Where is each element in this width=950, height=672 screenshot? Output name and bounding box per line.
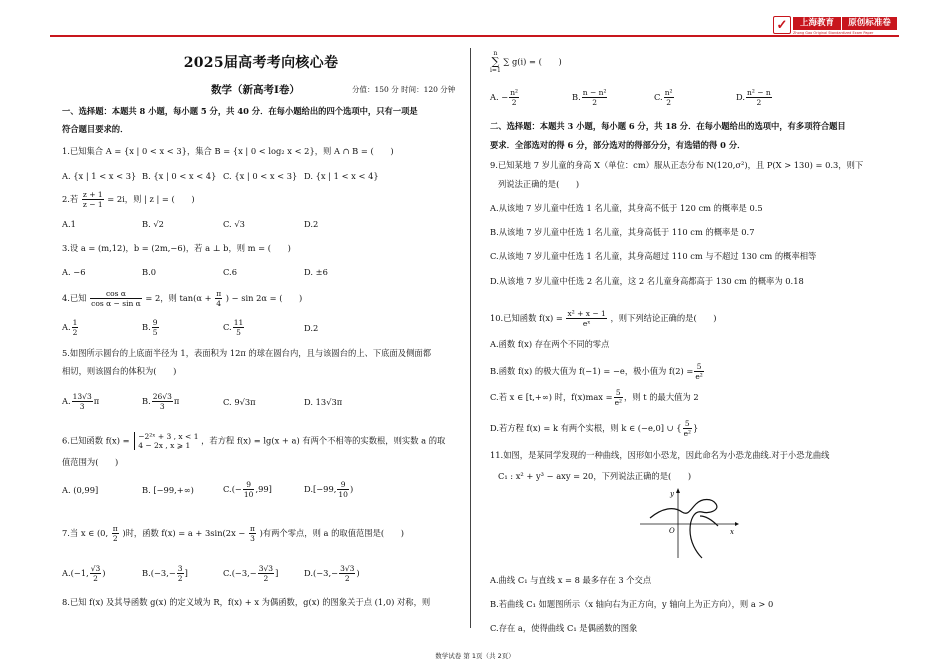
q11-option-a: A.曲线 C₁ 与直线 x = 8 最多存在 3 个交点 [490, 575, 652, 585]
q7-b-label: B.(−3,− [142, 568, 176, 578]
q2-option-a: A.1 [62, 219, 76, 229]
q8-stem: 8.已知 f(x) 及其导函数 g(x) 的定义域为 R，f(x) + x 为偶函数，g(x) 的图象关于点 (1,0) 对称，则 [62, 597, 431, 607]
q7-a-frac [90, 564, 102, 583]
q6-stem-cont: 值范围为( ) [62, 457, 119, 467]
q8-c-frac [664, 88, 674, 107]
column-divider [470, 48, 471, 628]
q10-b-frac [694, 362, 703, 381]
q10-d-frac [683, 419, 692, 438]
q5-stem: 5.如图所示圆台的上底面半径为 1，表面积为 12π 的球在圆台内，且与该圆台的上、下底面及侧面都 [62, 348, 431, 358]
q5-option-d: D. 13√3π [304, 397, 343, 407]
q2-option-d: D.2 [304, 219, 319, 229]
q7-pre: 7.当 x ∈ (0, [62, 528, 109, 538]
q8-c-label: C. [654, 92, 663, 102]
q3-option-c: C.6 [223, 267, 237, 277]
q8-b-label: B. [572, 92, 581, 102]
q6-pre: 6.已知函数 f(x) = [62, 435, 130, 446]
q6-cn: 9 [243, 480, 255, 490]
q4-mid: = 2，则 tan(α + [145, 293, 215, 303]
q10-post: ，则下列结论正确的是( ) [610, 313, 717, 323]
fig-origin-label: O [669, 527, 675, 535]
sum-limits [490, 50, 501, 74]
q5-a-pi: π [93, 396, 100, 406]
q7-option-a [62, 564, 106, 583]
q6-stem [62, 432, 445, 450]
q6-option-a: A. (0,99] [62, 485, 99, 495]
curve-path [650, 500, 717, 559]
q10-option-b [490, 362, 705, 381]
q6-option-c [223, 480, 272, 499]
q7-cd: 2 [263, 574, 269, 583]
q10-c-post: ，则 t 的最大值为 2 [624, 392, 699, 402]
exam-title: 2025届高考考向核心卷 [183, 55, 339, 71]
q10-option-c [490, 388, 699, 407]
q6-case2: 4 − 2x , x ⩾ 1 [138, 441, 191, 450]
q4-option-d: D.2 [304, 323, 319, 333]
q8-d-frac [746, 88, 772, 107]
q8-sum [490, 50, 562, 74]
q8-dd: 2 [756, 98, 762, 107]
q4-a-frac [72, 318, 79, 337]
q4-post: ) − sin 2α = ( ) [225, 293, 303, 303]
q2-option-b: B. √2 [142, 219, 164, 229]
q8-dn: n² − n [747, 88, 771, 97]
q9-stem: 9.已知某地 7 岁儿童的身高 X（单位：cm）服从正态分布 N(120,σ²)，且 P(X > 130) = 0.3，则下 [490, 160, 864, 170]
q4-option-a [62, 318, 79, 337]
x-axis-arrow-icon [735, 522, 739, 526]
q7-option-d [304, 564, 360, 583]
q7-a-label: A.(−1, [62, 568, 89, 578]
q7-d-post: ) [356, 568, 360, 578]
section1-heading: 一、选择题：本题共 8 小题，每小题 5 分，共 40 分．在每小题给出的四个选项中，只有一项是 [62, 106, 418, 116]
q8-d-label: D. [736, 92, 745, 102]
q8-ad: 2 [511, 98, 517, 107]
q4-option-b [142, 318, 160, 337]
q4-bd: 5 [152, 328, 158, 337]
page-footer: 数学试卷 第 1页（共 2页） [435, 652, 515, 660]
q10-cd: e² [614, 398, 623, 407]
q4-pden: 4 [216, 299, 222, 308]
q7-frac1 [112, 524, 119, 543]
q7-stem [62, 524, 404, 543]
section1-heading-cont: 符合题目要求的． [62, 124, 129, 134]
q8-option-d [736, 88, 773, 107]
q5-a-frac [72, 392, 93, 411]
q8-b-frac [582, 88, 608, 107]
q7-bd: 2 [177, 574, 183, 583]
q7-dd: 2 [344, 574, 350, 583]
q10-stem [490, 309, 717, 328]
q2-post: = 2i，则 | z | = ( ) [107, 194, 195, 204]
q8-an: n² [510, 88, 519, 97]
q7-c-label: C.(−3,− [223, 568, 257, 578]
q7-qd: 3 [250, 534, 255, 543]
q4-pnum: π [216, 289, 222, 298]
q10-c-frac [614, 388, 623, 407]
q1-option-c: C. {x | 0 < x < 3} [223, 171, 298, 181]
q4-num: cos α [90, 289, 142, 299]
q7-pd: 2 [112, 534, 118, 543]
check-icon: ✓ [773, 16, 791, 34]
q4-a-label: A. [62, 322, 71, 332]
q6-c-frac [243, 480, 255, 499]
fig-x-label: x [730, 528, 734, 536]
q5-bd: 3 [159, 402, 165, 411]
q10-dn: 5 [683, 419, 692, 429]
curve-branch [700, 516, 718, 526]
q7-frac2 [249, 524, 256, 543]
q7-option-b [142, 564, 188, 583]
q10-pre: 10.已知函数 f(x) = [490, 313, 563, 323]
exam-meta: 分值：150 分 时间：120 分钟 [352, 85, 456, 94]
q4-option-c [223, 318, 245, 337]
q7-cn: 3√3 [258, 564, 274, 573]
q6-option-b: B. [−99,+∞) [142, 485, 194, 495]
q8-cd: 2 [666, 98, 672, 107]
q6-d-label: D.[−99, [304, 484, 337, 494]
sum-top: n [493, 50, 498, 57]
q1-option-a: A. {x | 1 < x < 3} [62, 171, 137, 181]
q8-a-frac [509, 88, 519, 107]
q10-d-post: } [693, 423, 699, 433]
q6-post: ，若方程 f(x) = lg(x + a) 有两个不相等的实数根，则实数 a 的取 [201, 435, 446, 446]
logo-badge: 上海教育 [793, 17, 841, 30]
q2-den: z − 1 [82, 200, 103, 209]
logo-text: 原创标准卷 [842, 17, 897, 30]
q5-ad: 3 [79, 402, 85, 411]
q8-bn: n − n² [582, 88, 607, 97]
q7-d-frac [339, 564, 355, 583]
q6-c-label: C.(− [223, 484, 242, 494]
q6-c-post: ,99] [255, 484, 272, 494]
y-axis-arrow-icon [676, 488, 680, 493]
q2-option-c: C. √3 [223, 219, 245, 229]
q5-b-label: B. [142, 396, 151, 406]
q7-c-post: ] [275, 568, 279, 578]
q4-pi-fraction [215, 289, 222, 308]
q10-option-a: A.函数 f(x) 存在两个不同的零点 [490, 339, 610, 349]
section2-heading-cont: 要求．全部选对的得 6 分，部分选对的得部分分，有选错的得 0 分． [490, 140, 746, 150]
q3-option-d: D. ±6 [304, 267, 328, 277]
q7-qn: π [249, 524, 255, 533]
q5-an: 13√3 [72, 392, 92, 401]
q10-b-text: B.函数 f(x) 的极大值为 f(−1) = −e，极小值为 f(2) = [490, 366, 694, 376]
q4-ad: 2 [72, 328, 78, 337]
q4-b-frac [152, 318, 159, 337]
q7-bn: 3 [177, 564, 183, 573]
q8-option-c [654, 88, 675, 107]
q2-stem [62, 190, 195, 209]
q7-b-frac [177, 564, 184, 583]
q7-dn: 3√3 [340, 564, 355, 573]
q5-b-pi: π [173, 396, 180, 406]
q8-sum-text: ∑ g(i) = ( ) [503, 56, 562, 67]
q8-option-b [572, 88, 608, 107]
sum-bottom: i=1 [490, 67, 501, 74]
q4-stem [62, 289, 302, 308]
q4-fraction [90, 289, 142, 308]
q10-c-text: C.若 x ∈ [t,+∞) 时，f(x)max = [490, 392, 613, 402]
q11-option-b: B.若曲线 C₁ 如题图所示（x 轴向右为正方向，y 轴向上为正方向），则 a > 0 [490, 599, 774, 609]
q5-a-label: A. [62, 396, 71, 406]
q4-cd: 5 [236, 328, 241, 337]
q6-d-frac [337, 480, 349, 499]
q3-option-a: A. −6 [62, 267, 86, 277]
q8-bd: 2 [592, 98, 597, 107]
q7-option-c [223, 564, 278, 583]
q3-option-b: B.0 [142, 267, 157, 277]
q3-stem: 3.设 a = (m,12)，b = (2m,−6)，若 a ⊥ b，则 m = ( ) [62, 243, 291, 253]
q10-frac [566, 309, 606, 328]
q10-d-text: D.若方程 f(x) = k 有两个实根，则 k ∈ (−e,0] ∪ { [490, 423, 682, 433]
q4-den: cos α − sin α [91, 299, 141, 308]
q5-bn: 26√3 [152, 392, 172, 401]
q8-cn: n² [664, 88, 673, 97]
q7-b-post: ] [184, 568, 188, 578]
q5-b-frac [152, 392, 173, 411]
q7-pn: π [112, 524, 118, 533]
q11-stem: 11.如图，是某同学发现的一种曲线，因形如小恐龙，因此命名为小恐龙曲线.对于小恐龙曲线 [490, 450, 830, 460]
q5-option-c: C. 9√3π [223, 397, 256, 407]
q6-option-d [304, 480, 353, 499]
q6-piecewise [134, 432, 198, 450]
q6-cd: 10 [243, 490, 254, 499]
q6-dn: 9 [337, 480, 349, 490]
q7-post: )有两个零点，则 a 的取值范围是( ) [259, 528, 404, 538]
subject-name: 数学（新高考Ⅰ卷） [211, 84, 300, 96]
q10-bn: 5 [694, 362, 703, 372]
q10-bd: e² [695, 372, 703, 381]
q4-pre: 4.已知 [62, 293, 87, 303]
q9-stem-cont: 列说法正确的是( ) [498, 179, 580, 189]
q7-d-label: D.(−3,− [304, 568, 339, 578]
section2-heading: 二、选择题：本题共 3 小题，每小题 6 分，共 18 分．在每小题给出的选项中，有多项符合题目 [490, 121, 846, 131]
q4-bn: 9 [152, 318, 158, 327]
q6-d-post: ) [349, 484, 354, 494]
header-rule [50, 35, 899, 37]
q9-option-b: B.从该地 7 岁儿童中任选 1 名儿童，其身高低于 110 cm 的概率是 0.7 [490, 227, 755, 237]
q4-b-label: B. [142, 322, 151, 332]
q7-mid: )时，函数 f(x) = a + 3sin(2x − [122, 528, 248, 538]
q4-c-frac [233, 318, 245, 337]
q7-c-frac [258, 564, 274, 583]
q9-option-d: D.从该地 7 岁儿童中任选 2 名儿童，这 2 名儿童身高都高于 130 cm 的概率为 0.18 [490, 276, 804, 286]
q9-option-a: A.从该地 7 岁儿童中任选 1 名儿童，其身高不低于 120 cm 的概率是 0.5 [490, 203, 763, 213]
fig-y-label: y [670, 490, 674, 498]
q11-option-c: C.存在 a，使得曲线 C₁ 是偶函数的图象 [490, 623, 638, 633]
q9-option-c: C.从该地 7 岁儿童中任选 1 名儿童，其身高超过 110 cm 与不超过 130 cm 的概率相等 [490, 251, 817, 261]
q2-num: z + 1 [82, 190, 103, 199]
q8-a-label: A. − [490, 92, 509, 102]
q1-option-b: B. {x | 0 < x < 4} [142, 171, 217, 181]
q4-cn: 11 [233, 318, 244, 327]
q5-option-a [62, 392, 99, 411]
sigma-icon: ∑ [491, 55, 500, 68]
q8-option-a [490, 88, 520, 107]
publisher-logo [773, 16, 897, 36]
logo-subtitle: Zhong Gao Original Standardized Exam Paper [793, 31, 874, 35]
q5-stem-cont: 相切，则该圆台的体积为( ) [62, 366, 177, 376]
q7-a-post: ) [102, 568, 106, 578]
q6-case1: −2²ˣ + 3 , x < 1 [138, 432, 199, 441]
q10-den: eˣ [582, 319, 591, 328]
q4-c-label: C. [223, 322, 232, 332]
q5-option-b [142, 392, 179, 411]
q1-stem: 1.已知集合 A = {x | 0 < x < 3}，集合 B = {x | 0 < log₂ x < 2}，则 A ∩ B = ( ) [62, 146, 394, 156]
q7-an: √3 [90, 564, 101, 573]
q2-fraction [82, 190, 104, 209]
q6-dd: 10 [338, 490, 348, 499]
q2-pre: 2.若 [62, 194, 79, 204]
q11-stem-cont: C₁ : x² + y³ − axy = 20，下列说法正确的是( ) [498, 471, 692, 481]
q7-ad: 2 [93, 574, 98, 583]
q10-num: x² + x − 1 [567, 309, 606, 318]
dinosaur-curve-figure [640, 486, 740, 561]
q10-cn: 5 [614, 388, 623, 398]
q4-an: 1 [72, 318, 78, 327]
q10-dd: e² [683, 429, 692, 438]
q1-option-d: D. {x | 1 < x < 4} [304, 171, 379, 181]
q10-option-d [490, 419, 698, 438]
